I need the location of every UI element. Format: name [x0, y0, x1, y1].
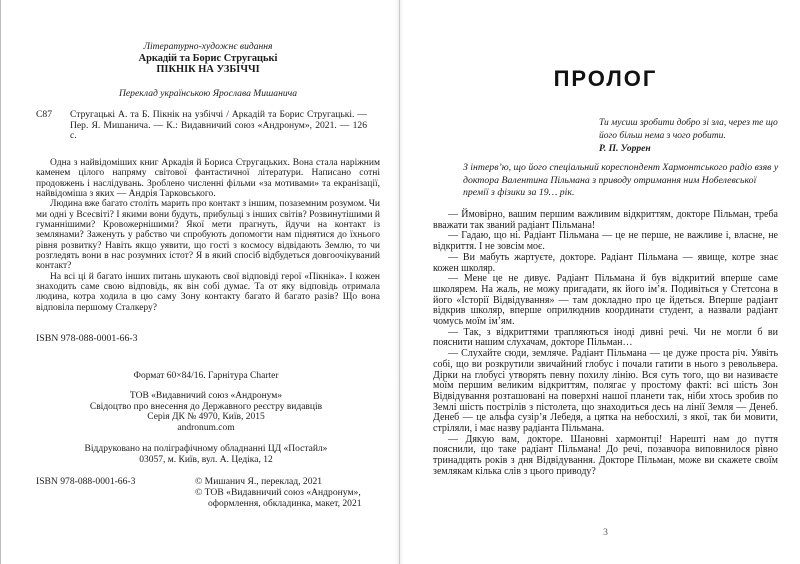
- isbn-bottom: ISBN 978-088-0001-66-3: [36, 476, 136, 487]
- book-title: ПІКНІК НА УЗБІЧЧІ: [156, 64, 260, 76]
- prologue-body: [433, 210, 778, 478]
- dialogue-paragraph: — Так, з відкриттями трапляються іноді дивні речі. Чи не могли б ви пояснити нашим слухачам, докторе Пільман…: [433, 326, 778, 349]
- annotation-paragraph: Людина вже багато століть марить про контакт з іншим, позаземним розумом. Чи ми одні у Всесвіті? І якими вони будуть, прибульці з інших світів? Розвинутішими й гуманнішими? Кровожернішими? Якої мети прагнуть, йдучи на контакт із землянами? Заженуть у рабство чи спробують допомогти нам піднятися до їхнього рівня розвитку? Навіть якщо уявити, що гості з космосу відвідають Землю, то чи розгледять вони в нас розумних істот? Я в який спосіб відбудеться довгоочікуваний контакт?: [36, 199, 380, 272]
- page-gutter-shadow-right: [400, 0, 404, 564]
- printing-address: 03057, м. Київ, вул. А. Цедіка, 12: [139, 454, 273, 465]
- isbn-line: ISBN 978-088-0001-66-3: [36, 333, 138, 344]
- catalog-entry: Стругацькі А. та Б. Пікнік на узбіччі / Аркадій та Борис Стругацькі. — Пер. Я. Мишанича. — К.: Видавничий союз «Андронум», 2021. — 126 с.: [70, 109, 367, 142]
- copyright-publisher-cont: оформлення, обкладинка, макет, 2021: [208, 498, 362, 510]
- edition-note: Літературно-художнє видання: [143, 41, 273, 52]
- translation-note: Переклад українською Ярослава Мишанича: [118, 88, 298, 99]
- interview-note: З інтерв’ю, що його спеціальний кореспондент Хармонтського радіо взяв у доктора Валентина Пільмана з приводу отримання ним Нобелевської премії з фізики за 19… рік.: [463, 162, 779, 199]
- dialogue-paragraph: — Ви мабуть жартуєте, докторе. Радіант Пільмана — явище, котре знає кожен школяр.: [433, 251, 778, 274]
- chapter-heading: ПРОЛОГ: [553, 66, 658, 91]
- format-text: Формат 60×84/16. Гарнітура Charter: [133, 371, 279, 381]
- publisher-series: Серія ДК № 4970, Київ, 2015: [147, 412, 265, 423]
- publisher-website: andronum.com: [177, 422, 235, 433]
- dialogue-paragraph: — Ймовірно, вашим першим важливим відкриттям, докторе Пільман, треба вважати так званий радіант Пільмана!: [433, 209, 778, 231]
- annotation-paragraph: На всі ці й багато інших питань шукають свої відповіді герої «Пікніка». І кожен знаходить саме свою відповідь, як він собі думає. Та от яку відповідь отримала людина, котра ходила в цю саму Зону контакту багато й багато разів? Що вона відповіла першому Сталкеру?: [36, 271, 380, 313]
- publisher-certificate: Свідоцтво про внесення до Державного реєстру видавців: [89, 401, 323, 412]
- right-page: [433, 0, 778, 564]
- book-authors: Аркадій та Борис Стругацькі: [138, 52, 278, 64]
- format-line: [36, 371, 376, 382]
- epigraph-text: Ти мусиш зробити добро зі зла, через те що його більш нема з чого робити.: [599, 118, 778, 141]
- copyright-translator: © Мишанич Я., переклад, 2021: [195, 476, 323, 487]
- annotation-block: [36, 158, 380, 313]
- publisher-name: ТОВ «Видавничий союз «Андронум»: [129, 391, 283, 401]
- catalog-entry-block: [36, 110, 367, 142]
- page-edge-line: [0, 0, 1, 564]
- printing-block: [36, 444, 376, 465]
- copyright-publisher: © ТОВ «Видавничий союз «Андронум»,: [195, 487, 361, 499]
- publisher-block: [36, 391, 376, 433]
- imprint-header: [36, 41, 380, 76]
- copyright-block: [195, 476, 362, 510]
- printing-house: Віддруковано на поліграфічному обладнанні ЦД «Постайл»: [84, 444, 328, 454]
- dialogue-paragraph: — Слухайте сюди, земляче. Радіант Пільмана — це дуже проста річ. Уявіть собі, що ви розкрутили звичайний глобус і почали гатити в нього з револьвера. Дірки на глобусі утворять певну похилу лінію. Вся суть того, що ви називаєте моїм першим великим відкриттям, полягає у простому факті: всі шість Зон Відвідування розташовані на поверхні нашої планети так, ніби хтось зробив по Землі шість пострілів з пістолета, що знаходиться десь на лінії Земля — Денеб. Денеб — це альфа сузір’я Лебедя, а цятка на небосхилі, з якої, так би мовити, стріляли, і має назву радіанта Пільмана.: [433, 348, 778, 435]
- left-page: [36, 0, 382, 564]
- epigraph-author: Р. П. Уоррен: [599, 143, 651, 154]
- catalog-code: С87: [36, 109, 52, 120]
- dialogue-paragraph: — Гадаю, що ні. Радіант Пільмана — це не перше, не важливе і, власне, не відкриття. І не зовсім моє.: [433, 230, 778, 253]
- page-number: 3: [603, 528, 608, 538]
- dialogue-paragraph: — Мене це не дивує. Радіант Пільмана й був відкритий вперше саме школярем. На жаль, не можу пригадати, як його ім’я. Подивіться у Стетсона в його «Історії Відвідування» — там докладно про це йдеться. Вперше радіант відкрив школяр, вперше оприлюднив координати студент, а назвали радіант чомусь моїм ім’ям.: [433, 273, 778, 328]
- annotation-paragraph: Одна з найвідоміших книг Аркадія й Бориса Стругацьких. Вона стала наріжним каменем цілого напряму світової фантастичної літератури. Написано сотні продовжень і наслідувань. Зроблено численні фільми «за мотивами» та екранізації, найвідоміша з яких — Андрія Тарковського.: [36, 158, 380, 200]
- dialogue-paragraph: — Дякую вам, докторе. Шановні хармонтці! Нарешті нам до пуття пояснили, що таке радіант Пільмана! До речі, позавчора виповнилося рівно тринадцять років з дня Відвідування. Докторе Пільман, може ви скажете своїм землякам кілька слів з цього приводу?: [433, 433, 778, 477]
- epigraph-block: [599, 117, 785, 155]
